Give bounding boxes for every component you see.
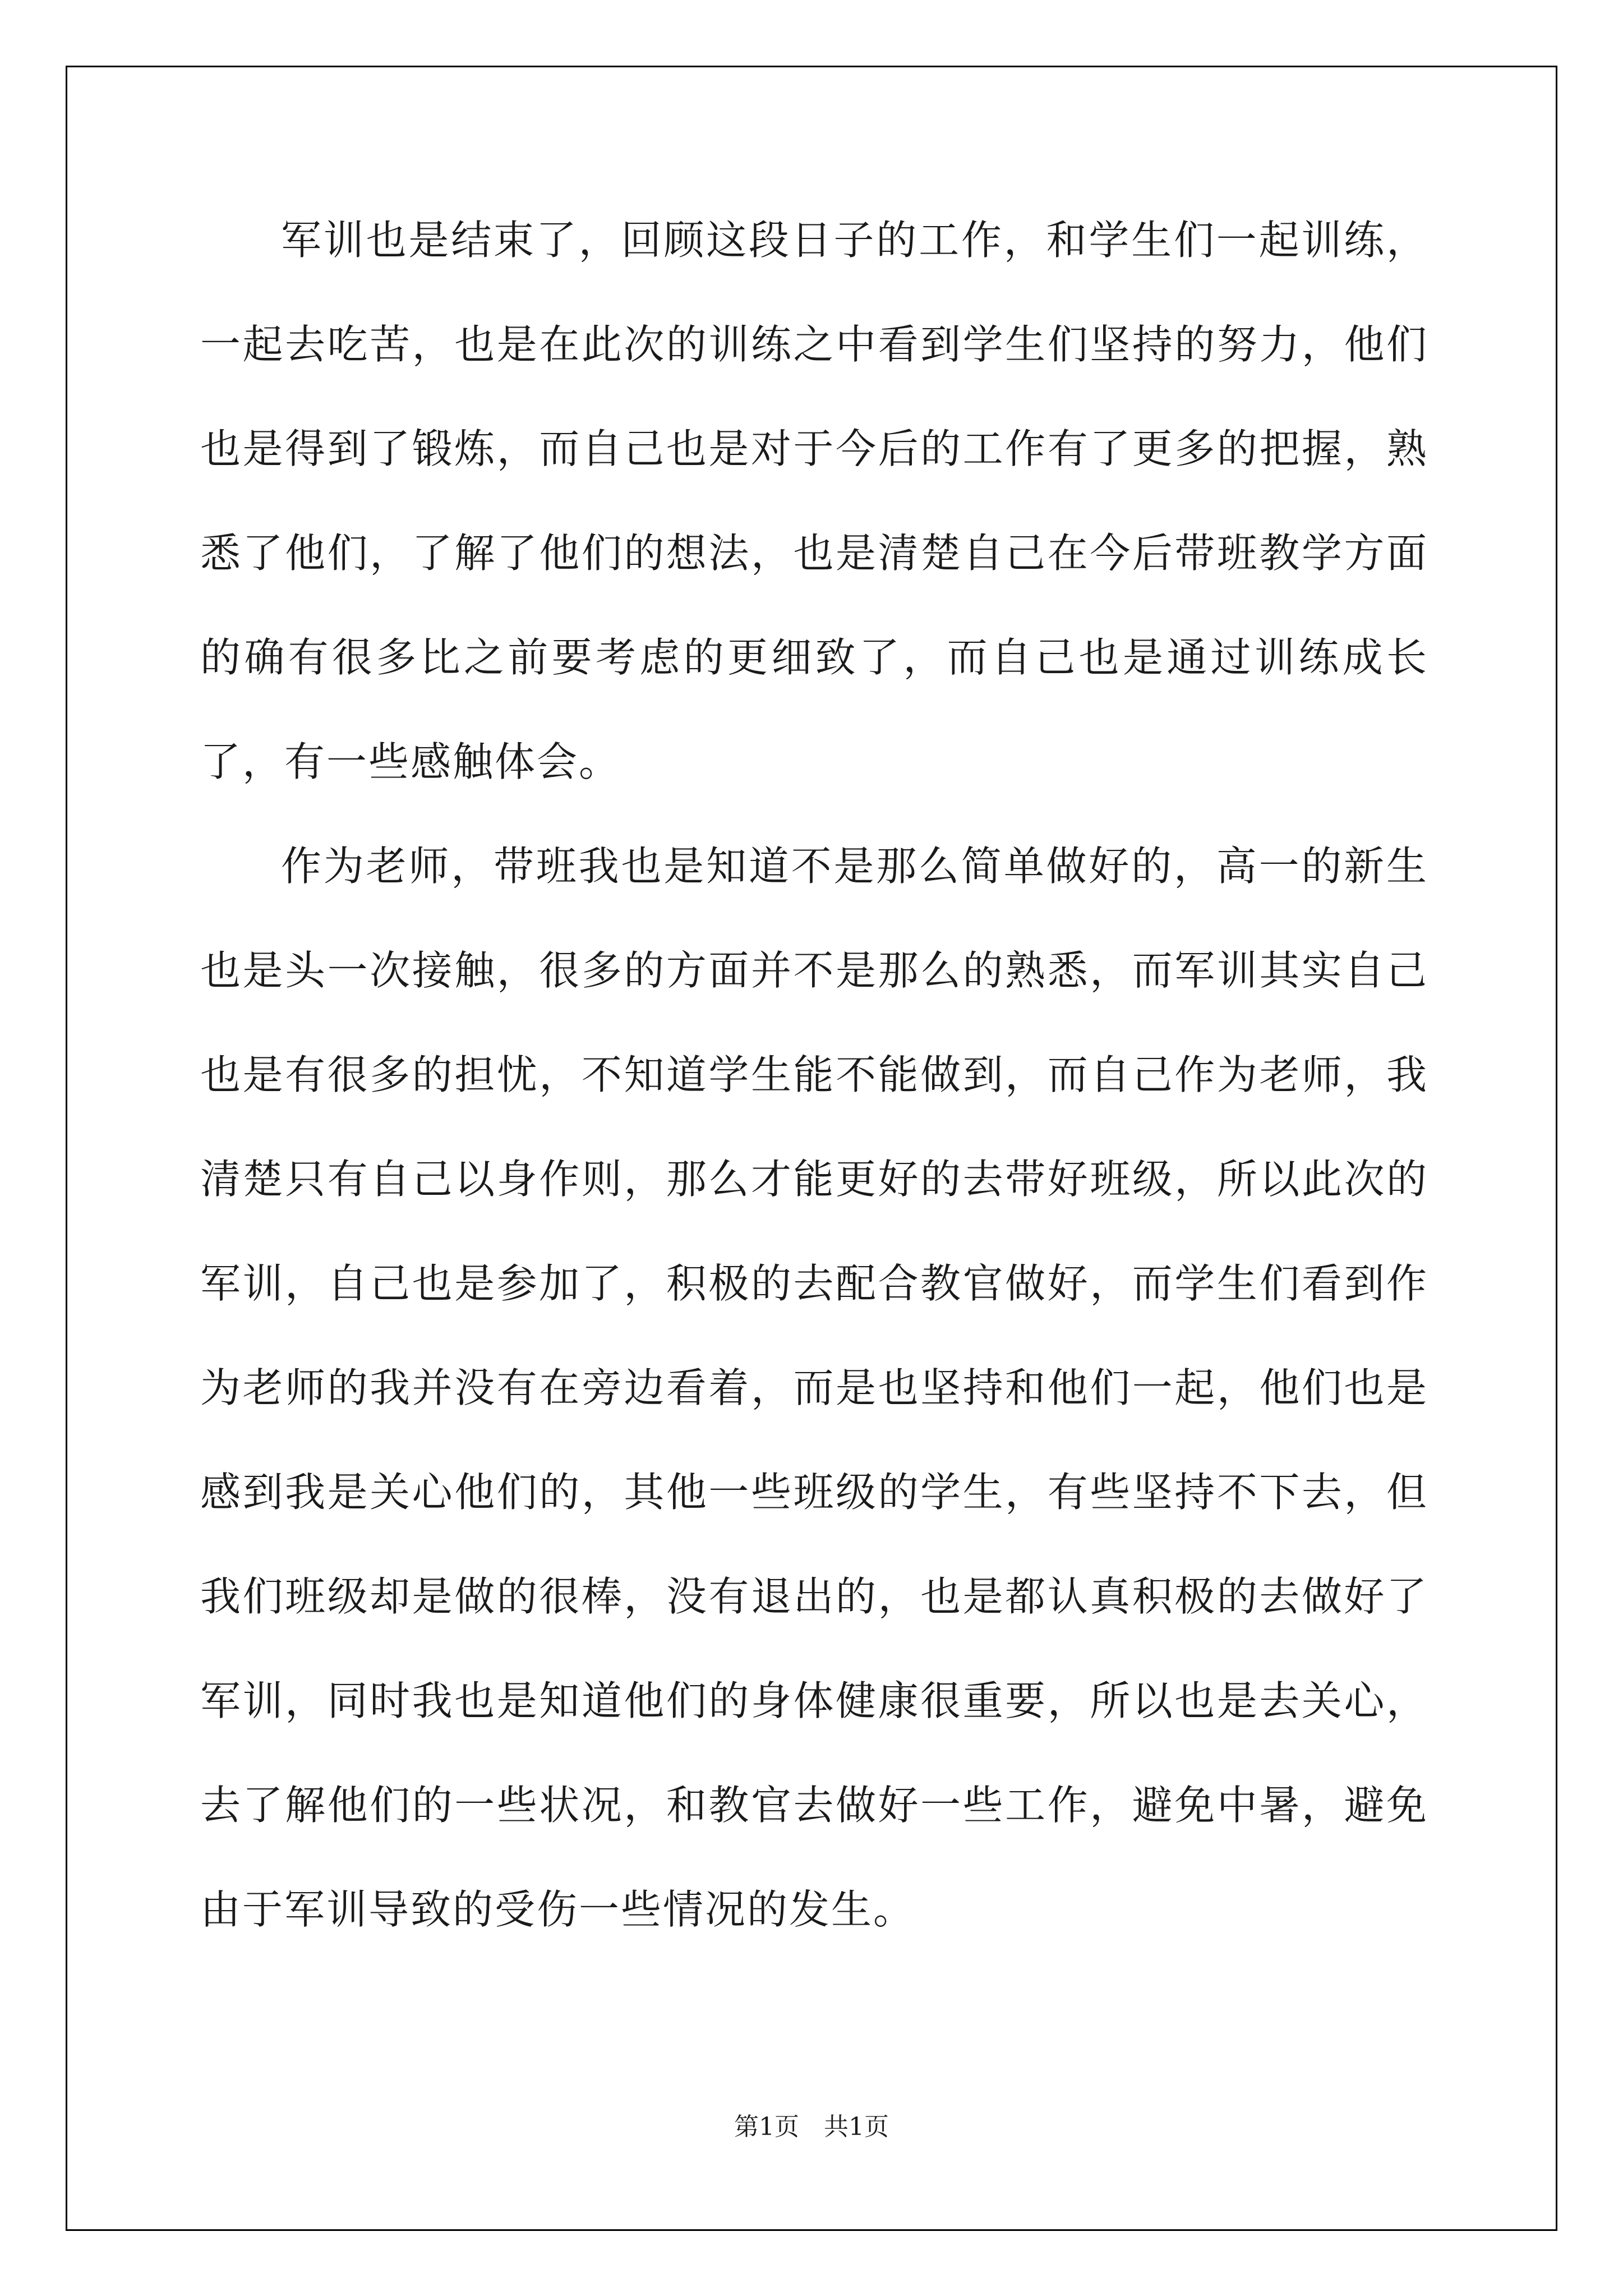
paragraph-1: 军训也是结束了，回顾这段日子的工作，和学生们一起训练，一起去吃苦，也是在此次的训练之中看到学生们坚持的努力，他们也是得到了锻炼，而自己也是对于今后的工作有了更多的把握，熟悉了他们，了解了他们的想法，也是清楚自己在今后带班教学方面的确有很多比之前要考虑的更细致了，而自己也是通过训练成长了，有一些感触体会。 xyxy=(200,217,1428,785)
document-body xyxy=(200,188,1428,1962)
page-number-footer: 第1页 共1页 xyxy=(734,2113,889,2141)
paragraph-2: 作为老师，带班我也是知道不是那么简单做好的，高一的新生也是头一次接触，很多的方面并不是那么的熟悉，而军训其实自己也是有很多的担忧，不知道学生能不能做到，而自己作为老师，我清楚只有自己以身作则，那么才能更好的去带好班级，所以此次的军训，自己也是参加了，积极的去配合教官做好，而学生们看到作为老师的我并没有在旁边看着，而是也坚持和他们一起，他们也是感到我是关心他们的，其他一些班级的学生，有些坚持不下去，但我们班级却是做的很棒，没有退出的，也是都认真积极的去做好了军训，同时我也是知道他们的身体健康很重要，所以也是去关心，去了解他们的一些状况，和教官去做好一些工作，避免中暑，避免由于军训导致的受伤一些情况的发生。 xyxy=(200,843,1428,1933)
